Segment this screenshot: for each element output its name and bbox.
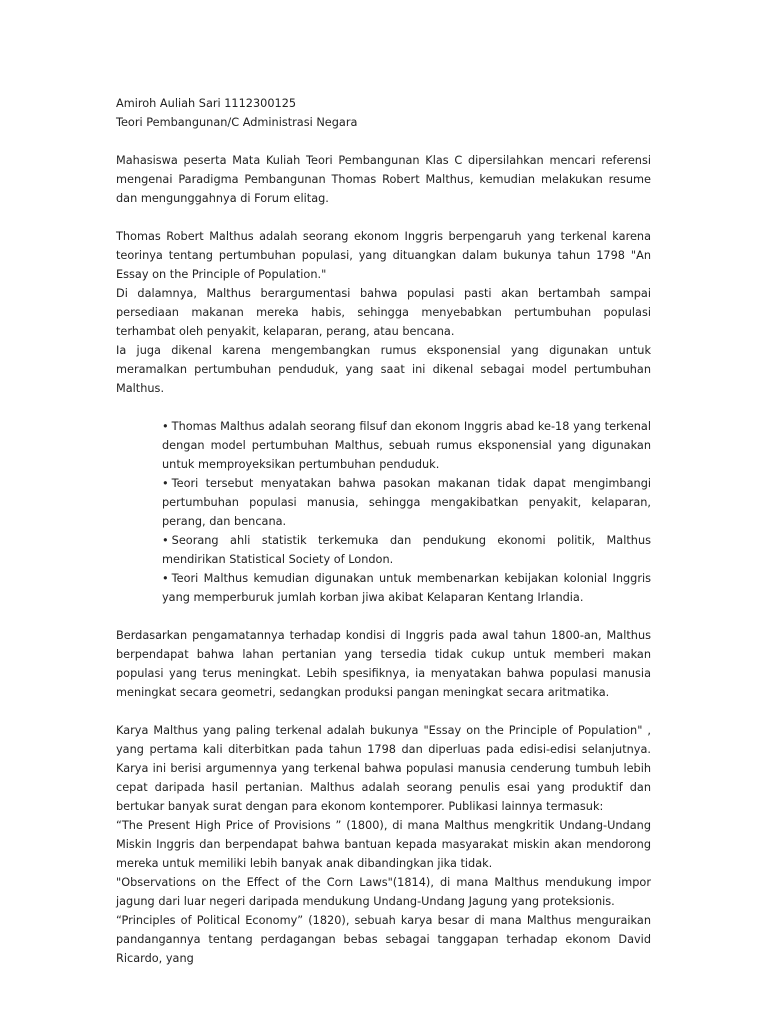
header-course-line: Teori Pembangunan/C Administrasi Negara	[116, 116, 358, 129]
list-item	[162, 569, 651, 607]
list-item	[162, 531, 651, 569]
publication-political-economy: “Principles of Political Economy” (1820), sebuah karya besar di mana Malthus menguraikan pandangannya tentang perdagangan bebas sebagai tanggapan terhadap ekonom David Ricardo, yang	[116, 914, 651, 965]
spacer	[116, 208, 651, 227]
publication-corn-laws: "Observations on the Effect of the Corn Laws"(1814), di mana Malthus mendukung impor jagung dari luar negeri daripada mendukung Undang-Undang Jagung yang proteksionis.	[116, 876, 651, 908]
list-item	[162, 474, 651, 531]
bullet-icon: •	[162, 420, 169, 433]
intro-paragraph: Mahasiswa peserta Mata Kuliah Teori Pembangunan Klas C dipersilahkan mencari referensi mengenai Paradigma Pembangunan Thomas Robert Malthus, kemudian melakukan resume dan mengunggahnya di Forum elitag.	[116, 154, 651, 205]
works-paragraph: Karya Malthus yang paling terkenal adalah bukunya "Essay on the Principle of Population" , yang pertama kali diterbitkan pada tahun 1798 dan diperluas pada edisi-edisi selanjutnya. Karya ini berisi argumennya yang terkenal bahwa populasi manusia cenderung tumbuh lebih cepat daripada hasil pertanian. Malthus adalah seorang penulis esai yang produktif dan bertukar banyak surat dengan para ekonom kontemporer. Publikasi lainnya termasuk:	[116, 724, 651, 813]
bullet-icon: •	[162, 572, 169, 585]
header-name-line: Amiroh Auliah Sari 1112300125	[116, 97, 297, 110]
publication-provisions: “The Present High Price of Provisions ” (1800), di mana Malthus mengkritik Undang-Undang Miskin Inggris dan berpendapat bahwa bantuan kepada masyarakat miskin akan mendorong mereka untuk memiliki lebih banyak anak dibandingkan jika tidak.	[116, 819, 651, 870]
spacer	[116, 702, 651, 721]
document-page	[116, 94, 651, 968]
list-item-text: Teori Malthus kemudian digunakan untuk membenarkan kebijakan kolonial Inggris yang memperburuk jumlah korban jiwa akibat Kelaparan Kentang Irlandia.	[162, 572, 651, 604]
spacer	[116, 132, 651, 151]
bullet-icon: •	[162, 477, 169, 490]
list-item	[162, 417, 651, 474]
malthus-argument-paragraph: Di dalamnya, Malthus berargumentasi bahwa populasi pasti akan bertambah sampai persediaan makanan mereka habis, sehingga menyebabkan pertumbuhan populasi terhambat oleh penyakit, kelaparan, perang, atau bencana.	[116, 287, 651, 338]
key-points-list	[162, 417, 651, 607]
spacer	[116, 607, 651, 626]
bullet-icon: •	[162, 534, 169, 547]
observations-paragraph: Berdasarkan pengamatannya terhadap kondisi di Inggris pada awal tahun 1800-an, Malthus berpendapat bahwa lahan pertanian yang tersedia tidak cukup untuk memberi makan populasi yang terus meningkat. Lebih spesifiknya, ia menyatakan bahwa populasi manusia meningkat secara geometri, sedangkan produksi pangan meningkat secara aritmatika.	[116, 629, 651, 699]
list-item-text: Thomas Malthus adalah seorang filsuf dan ekonom Inggris abad ke-18 yang terkenal dengan model pertumbuhan Malthus, sebuah rumus eksponensial yang digunakan untuk memproyeksikan pertumbuhan penduduk.	[162, 420, 651, 471]
spacer	[116, 398, 651, 417]
list-item-text: Teori tersebut menyatakan bahwa pasokan makanan tidak dapat mengimbangi pertumbuhan populasi manusia, sehingga mengakibatkan penyakit, kelaparan, perang, dan bencana.	[162, 477, 651, 528]
malthus-formula-paragraph: Ia juga dikenal karena mengembangkan rumus eksponensial yang digunakan untuk meramalkan pertumbuhan penduduk, yang saat ini dikenal sebagai model pertumbuhan Malthus.	[116, 344, 651, 395]
malthus-intro-paragraph: Thomas Robert Malthus adalah seorang ekonom Inggris berpengaruh yang terkenal karena teorinya tentang pertumbuhan populasi, yang dituangkan dalam bukunya tahun 1798 "An Essay on the Principle of Population."	[116, 230, 651, 281]
list-item-text: Seorang ahli statistik terkemuka dan pendukung ekonomi politik, Malthus mendirikan Statistical Society of London.	[162, 534, 651, 566]
